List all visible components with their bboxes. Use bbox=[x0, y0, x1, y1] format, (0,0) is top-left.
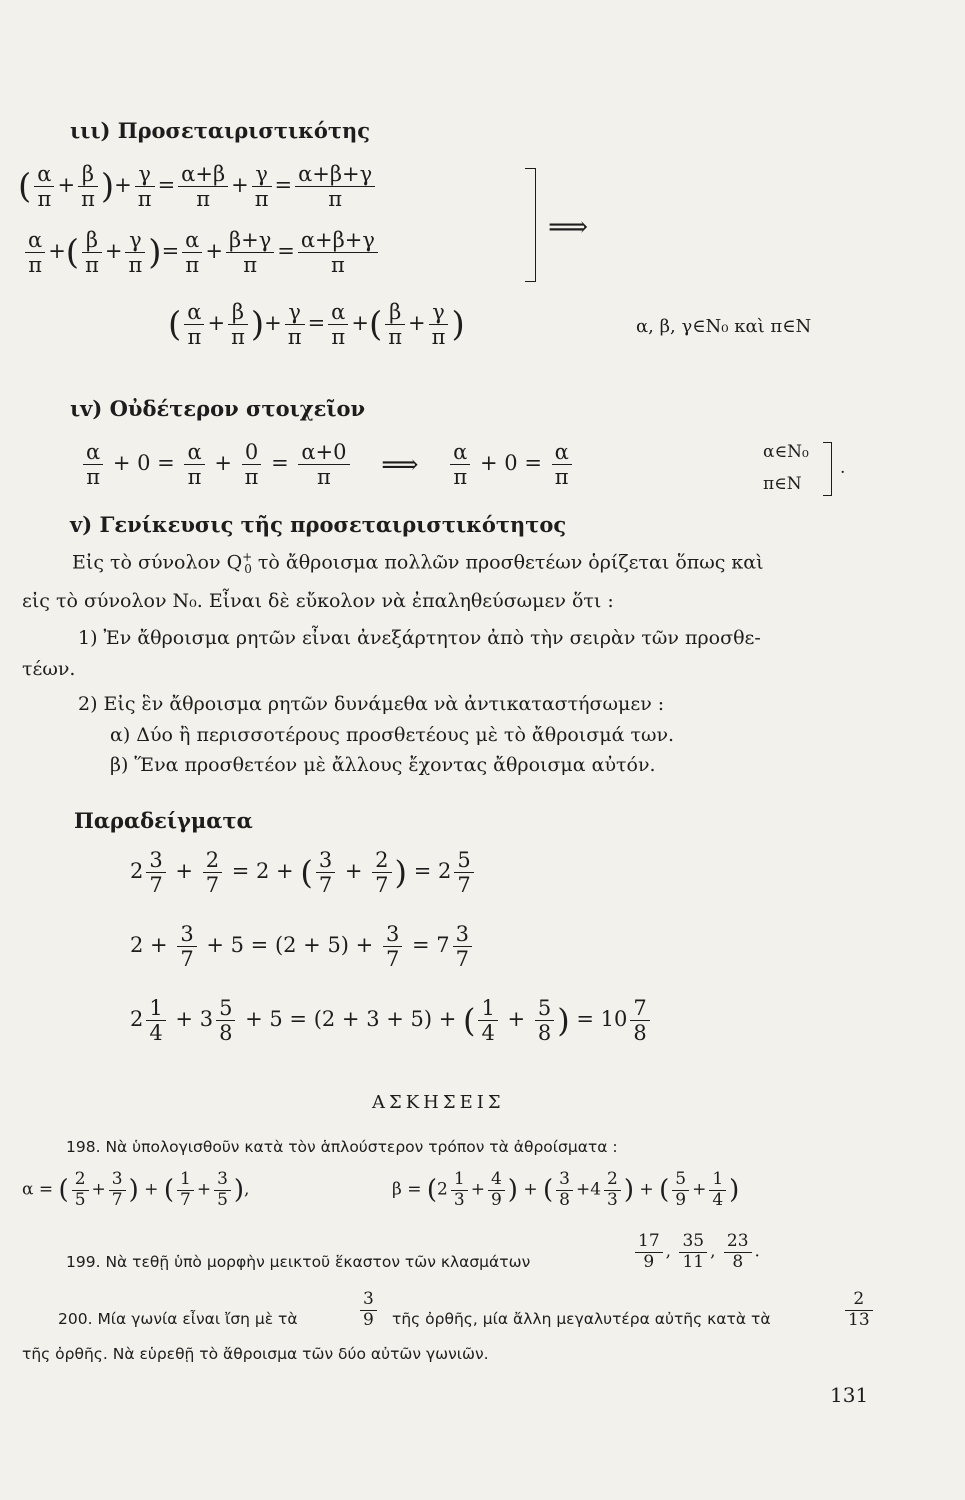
assoc-result: ( $\frac{\alpha}{\pi}$ + $\frac{\beta}{\pi}$ )+ $\frac{\gamma}{\pi}$ = $\frac{\alpha}{\pi}$ +( $\frac{\beta}{\pi}$ + $\frac{\gamma}{\pi}$ ) bbox=[168, 300, 465, 350]
page-number: 131 bbox=[830, 1383, 869, 1407]
exercise-200-c: τῆς ὀρθῆς. Νὰ εὑρεθῇ τὸ ἄθροισμα τῶν δύο αὐτῶν γωνιῶν. bbox=[22, 1345, 489, 1363]
examples-title: Παραδείγματα bbox=[74, 808, 253, 833]
implies-arrow: ⟹ bbox=[548, 210, 589, 243]
gen-item-2: 2) Εἰς ἓν ἄθροισμα ρητῶν δυνάμεθα νὰ ἀντικαταστήσωμεν : bbox=[78, 693, 665, 715]
example-1: 2 $\frac{3}{7}$ + $\frac{2}{7}$ = 2 + ( $\frac{3}{7}$ + $\frac{2}{7}$ ) = 2 $\frac{5}{7}$ bbox=[130, 848, 477, 897]
gen-item-2a: α) Δύο ἢ περισσοτέρους προσθετέους μὲ τὸ ἄθροισμά των. bbox=[110, 724, 675, 746]
exercise-198-beta: β = (2 $\frac{1}{3}$ + $\frac{4}{9}$ ) + ( $\frac{3}{8}$ +4 $\frac{2}{3}$ ) + ( $\frac{5}{9}$ + $\frac{1}{4}$ ) bbox=[392, 1169, 740, 1210]
assoc-equation-line-1: ( $\frac{\alpha}{\pi}$ + $\frac{\beta}{\pi}$ )+ $\frac{\gamma}{\pi}$ = $\frac{\alpha+\beta}{\pi}$ + $\frac{\gamma}{\pi}$ = $\frac{\alpha+\beta+\gamma}{\pi}$ bbox=[18, 162, 378, 211]
example-3: 2 $\frac{1}{4}$ + 3 $\frac{5}{8}$ + 5 = (2 + 3 + 5) + ( $\frac{1}{4}$ + $\frac{5}{8}$ ) = 10 $\frac{7}{8}$ bbox=[130, 996, 653, 1045]
example-2: 2 + $\frac{3}{7}$ + 5 = (2 + 5) + $\frac{3}{7}$ = 7 $\frac{3}{7}$ bbox=[130, 922, 475, 971]
assoc-condition: α, β, γ∈N₀ καὶ π∈N bbox=[636, 316, 812, 337]
section-title-associativity: ιιι) Προσεταιριστικότης bbox=[70, 118, 371, 143]
exercise-200-frac-1: $\frac{3}{9}$ bbox=[357, 1290, 380, 1330]
gen-item-2b: β) Ἕνα προσθετέον μὲ ἄλλους ἔχοντας ἄθροισμα αὐτόν. bbox=[110, 754, 656, 776]
gen-item-1-line-2: τέων. bbox=[22, 658, 76, 680]
section-title-identity: ιv) Οὐδέτερον στοιχεῖον bbox=[70, 396, 366, 421]
gen-paragraph-line-2: εἰς τὸ σύνολον N₀. Εἶναι δὲ εὔκολον νὰ ἐπαληθεύσωμεν ὅτι : bbox=[22, 590, 614, 612]
exercise-198-alpha: α = ( $\frac{2}{5}$ + $\frac{3}{7}$ ) + ( $\frac{1}{7}$ + $\frac{3}{5}$ ), bbox=[22, 1169, 250, 1210]
exercise-200-a: 200. Μία γωνία εἶναι ἴση μὲ τὰ bbox=[58, 1310, 298, 1328]
exercises-title: ΑΣΚΗΣΕΙΣ bbox=[372, 1092, 505, 1113]
exercise-198: 198. Νὰ ὑπολογισθοῦν κατὰ τὸν ἁπλούστερον τρόπον τὰ ἀθροίσματα : bbox=[66, 1138, 618, 1156]
exercise-200-frac-2: $\frac{2}{13}$ bbox=[842, 1290, 876, 1330]
identity-equation: $\frac{\alpha}{\pi}$ + 0 = $\frac{\alpha}{\pi}$ + $\frac{0}{\pi}$ = $\frac{\alpha+0}{\pi}$ ⟹ $\frac{\alpha}{\pi}$ + 0 = $\frac{\alpha}{\pi}$ bbox=[80, 440, 575, 489]
identity-brace bbox=[823, 442, 832, 496]
exercise-199: 199. Νὰ τεθῇ ὑπὸ μορφὴν μεικτοῦ ἕκαστον τῶν κλασμάτων bbox=[66, 1253, 531, 1271]
exercise-200-b: τῆς ὀρθῆς, μία ἄλλη μεγαλυτέρα αὐτῆς κατὰ τὰ bbox=[392, 1310, 771, 1328]
section-title-generalization: v) Γενίκευσις τῆς προσεταιριστικότητος bbox=[70, 512, 567, 537]
identity-period: . bbox=[840, 458, 846, 478]
exercise-199-fractions: $\frac{17}{9}$ , $\frac{35}{11}$ , $\frac{23}{8}$ . bbox=[632, 1232, 760, 1272]
identity-cond-pi: π∈N bbox=[763, 474, 802, 494]
gen-item-1-line-1: 1) Ἐν ἄθροισμα ρητῶν εἶναι ἀνεξάρτητον ἀπὸ τὴν σειρὰν τῶν προσθε- bbox=[78, 627, 761, 649]
right-brace bbox=[525, 168, 536, 282]
gen-paragraph-line-1: Εἰς τὸ σύνολον $Q^+_0$ τὸ ἄθροισμα πολλῶν προσθετέων ὁρίζεται ὅπως καὶ bbox=[72, 550, 764, 577]
assoc-equation-line-2: $\frac{\alpha}{\pi}$ +( $\frac{\beta}{\pi}$ + $\frac{\gamma}{\pi}$ )= $\frac{\alpha}{\pi}$ + $\frac{\beta+\gamma}{\pi}$ = $\frac{\alpha+\beta+\gamma}{\pi}$ bbox=[22, 228, 381, 277]
identity-cond-alpha: α∈N₀ bbox=[763, 442, 809, 462]
